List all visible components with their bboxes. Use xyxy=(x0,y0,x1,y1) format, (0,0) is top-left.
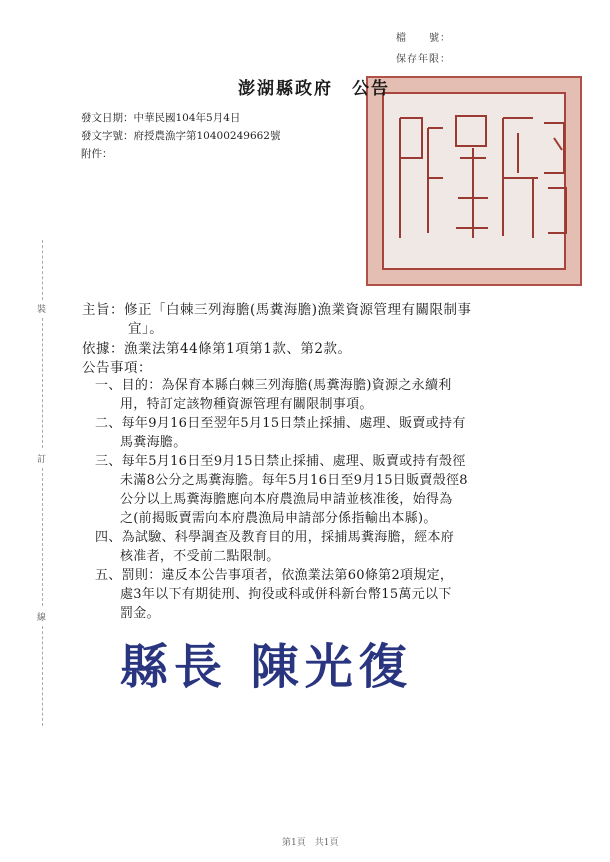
retention-period-label: 保存年限： xyxy=(396,54,451,65)
items-heading: 公告事項： xyxy=(82,360,152,376)
subject-line-1: 主旨：修正「白棘三列海膽(馬糞海膽)漁業資源管理有關限制事 xyxy=(82,302,472,318)
item-3-line-4: 之(前揭販賣需向本府農漁局申請部分係指輸出本縣)。 xyxy=(120,511,437,526)
item-1-line-1: 一、目的：為保育本縣白棘三列海膽(馬糞海膽)資源之永續利 xyxy=(95,378,452,393)
issue-date: 發文日期：中華民國104年5月4日 xyxy=(81,112,241,124)
page-footer: 第1頁 共1頁 xyxy=(282,838,339,848)
binding-line-top xyxy=(42,240,44,300)
binding-mark-zhuang: 裝 xyxy=(37,305,47,315)
binding-line-mid xyxy=(42,318,44,448)
item-3-line-1: 三、每年5月16日至9月15日禁止採捕、處理、販賣或持有殼徑 xyxy=(95,454,466,469)
attachment-label: 附件： xyxy=(81,148,113,160)
magistrate-signature: 縣長 陳光復 xyxy=(120,639,413,695)
subject-line-2: 宜」。 xyxy=(128,321,164,337)
item-4-line-1: 四、為試驗、科學調查及教育目的用，採捕馬糞海膽，經本府 xyxy=(95,530,455,545)
item-1-line-2: 用，特訂定該物種資源管理有關限制事項。 xyxy=(120,397,373,412)
binding-line-low xyxy=(42,468,44,606)
binding-mark-ding: 訂 xyxy=(37,455,47,465)
binding-line-bottom xyxy=(42,626,44,726)
file-number-label: 檔 號： xyxy=(396,33,451,44)
document-number: 發文字號：府授農漁字第10400249662號 xyxy=(81,130,281,142)
item-5-line-1: 五、罰則：違反本公告事項者，依漁業法第60條第2項規定， xyxy=(95,568,454,583)
item-3-line-2: 未滿8公分之馬糞海膽。每年5月16日至9月15日販賣殼徑8 xyxy=(120,473,468,488)
item-3-line-3: 公分以上馬糞海膽應向本府農漁局申請並核准後，始得為 xyxy=(120,492,453,507)
document-title: 澎湖縣政府 公告 xyxy=(238,79,390,99)
item-5-line-2: 處3年以下有期徒刑、拘役或科或併科新台幣15萬元以下 xyxy=(120,587,452,602)
item-5-line-3: 罰金。 xyxy=(120,606,160,621)
basis: 依據：漁業法第44條第1項第1款、第2款。 xyxy=(82,341,352,357)
item-4-line-2: 核准者，不受前二點限制。 xyxy=(120,549,280,564)
item-2-line-2: 馬糞海膽。 xyxy=(120,435,187,450)
item-2-line-1: 二、每年9月16日至翌年5月15日禁止採捕、處理、販賣或持有 xyxy=(95,416,466,431)
official-seal xyxy=(366,76,582,286)
binding-mark-xian: 線 xyxy=(37,613,47,623)
seal-glyph-strokes xyxy=(368,78,584,288)
